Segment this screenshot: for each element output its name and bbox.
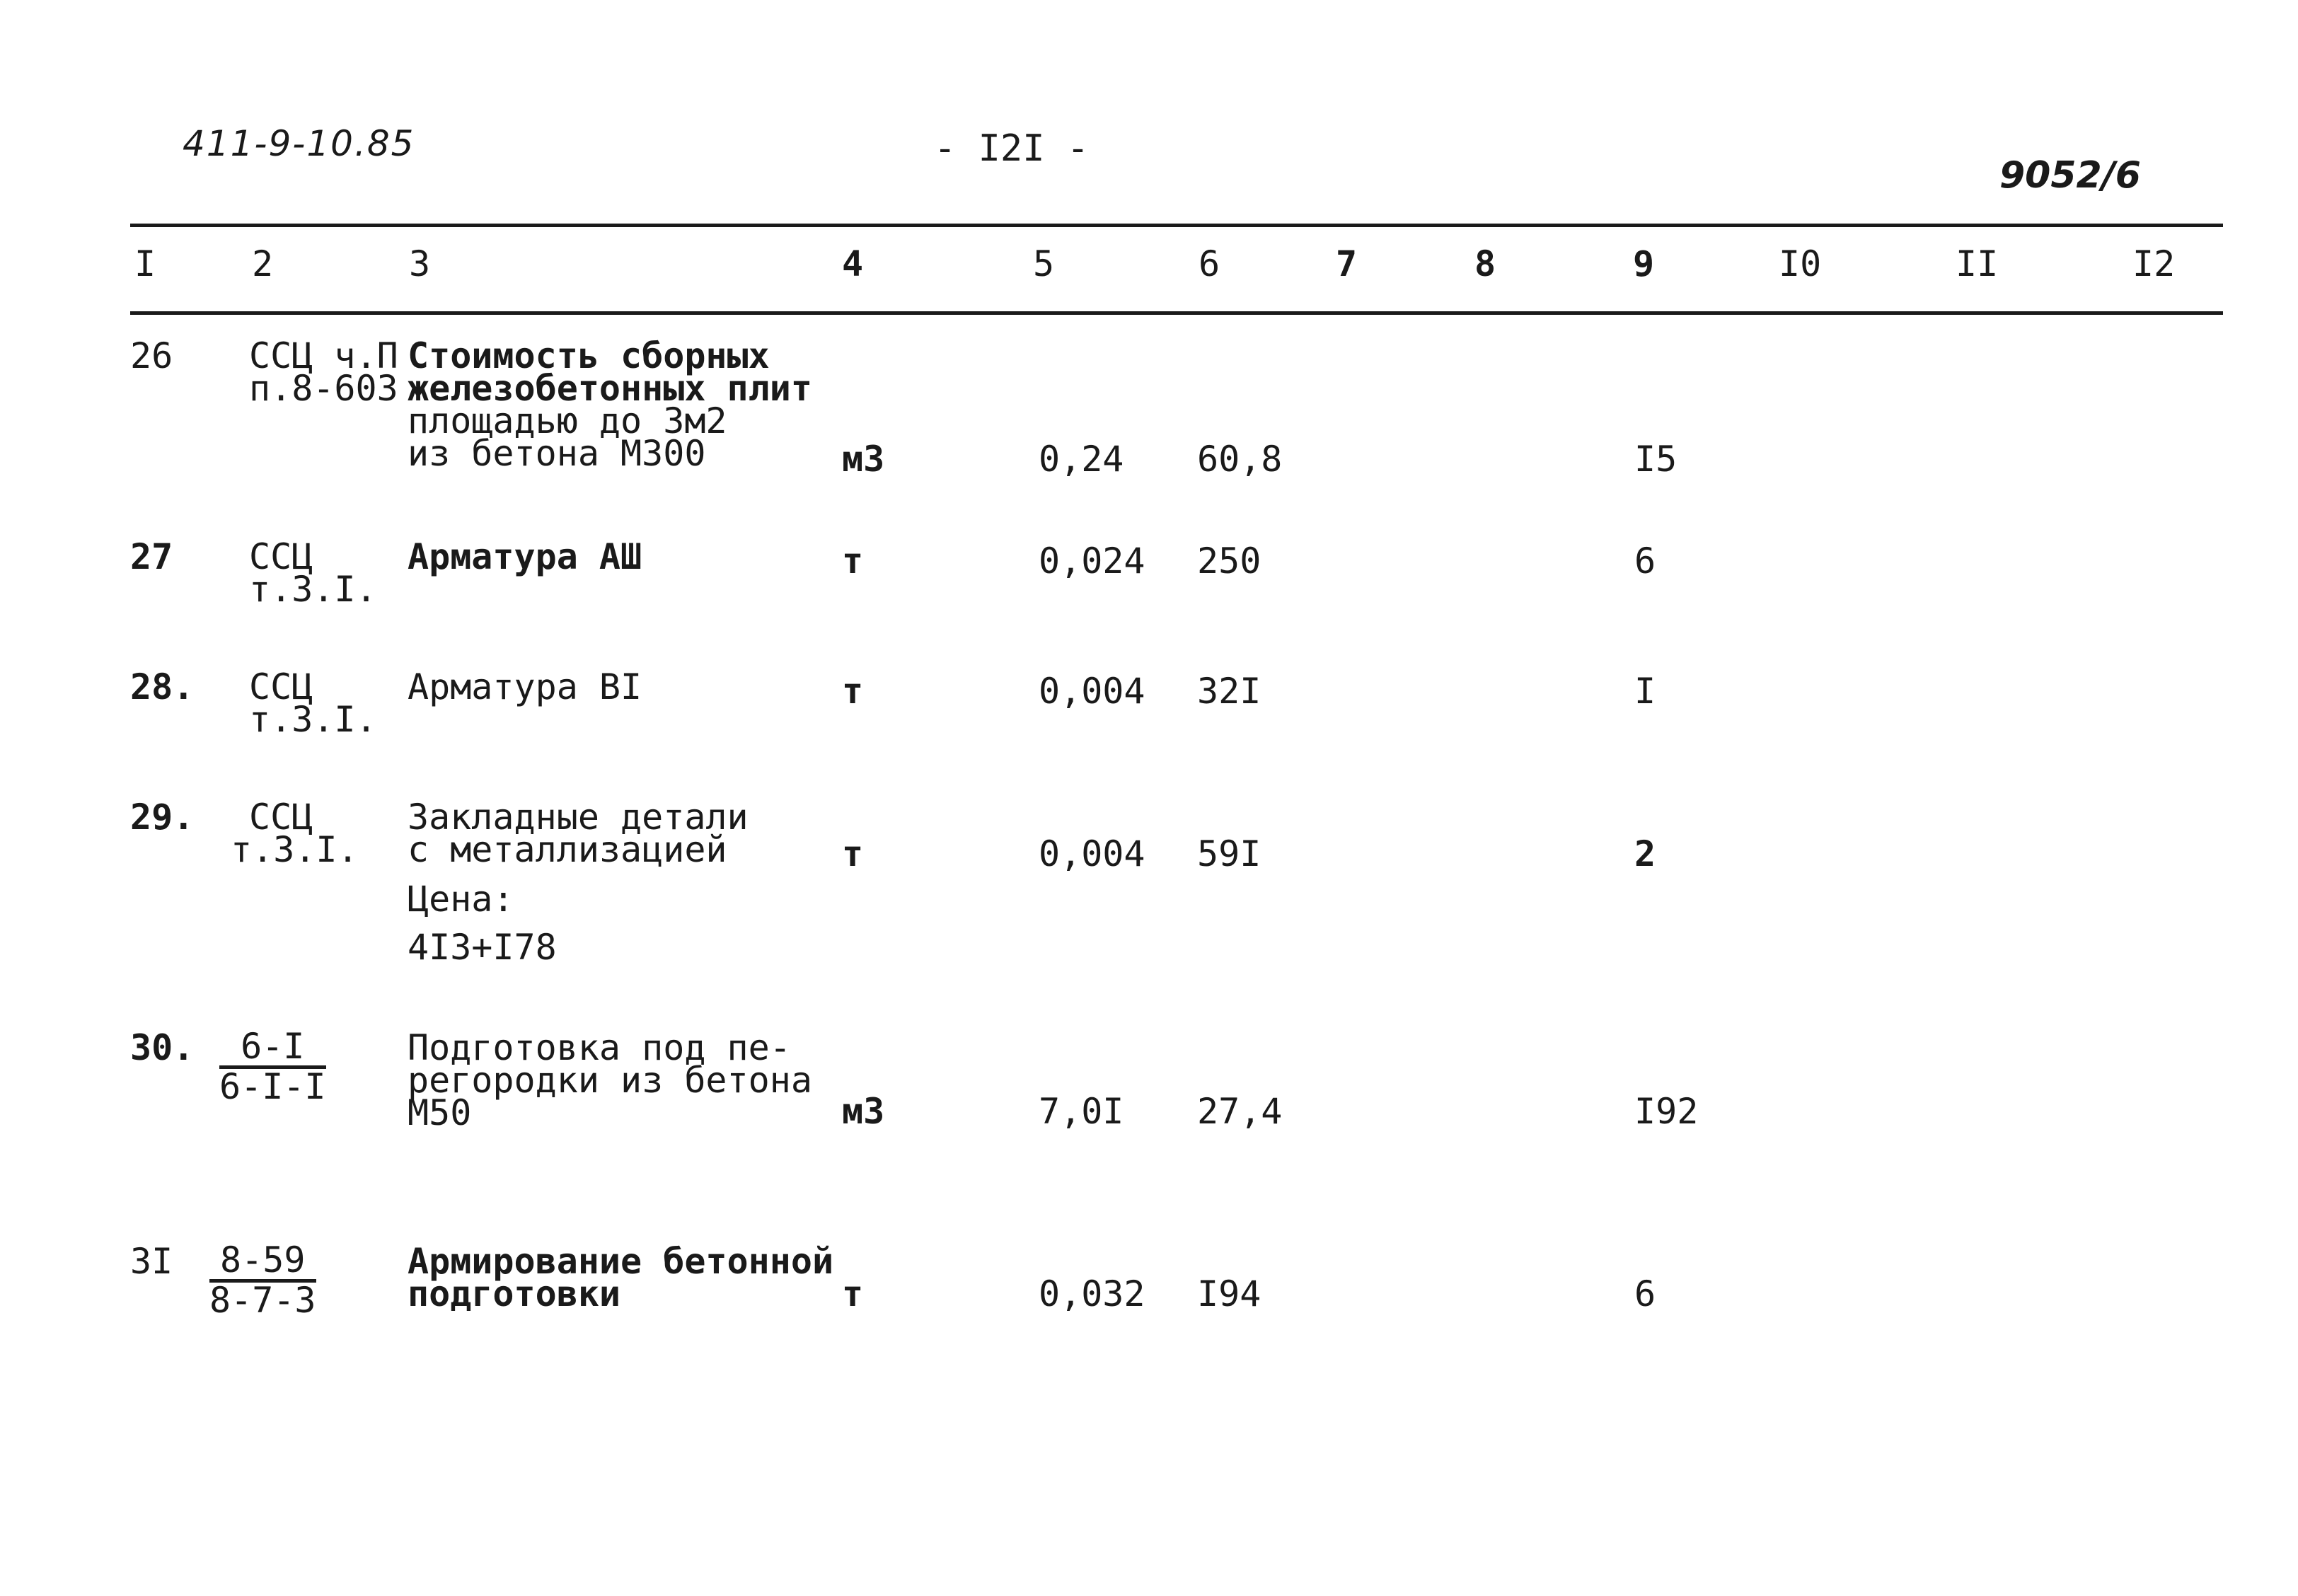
description-line: Арматура АШ (408, 536, 642, 577)
reference-line: п.8-603 (249, 368, 398, 409)
total-cost: 6 (1634, 540, 1656, 582)
unit-price: 59I (1197, 833, 1261, 874)
reference-fraction (219, 1026, 326, 1107)
reference-denominator: 6-I-I (219, 1066, 326, 1107)
column-header-2: 2 (252, 243, 274, 284)
quantity: 0,004 (1039, 833, 1145, 874)
description-line: Закладные детали (408, 797, 749, 838)
total-cost: I92 (1634, 1091, 1699, 1132)
description-line: железобетонных плит (408, 368, 812, 409)
row-number: 30. (130, 1027, 195, 1068)
reference-denominator: 8-7-3 (209, 1280, 316, 1321)
column-header-5: 5 (1033, 243, 1055, 284)
row-number: 3I (130, 1241, 173, 1282)
row-number: 28. (130, 666, 195, 707)
row-number: 26 (130, 335, 173, 376)
reference-line: т.3.I. (231, 829, 359, 870)
unit-price: I94 (1197, 1273, 1261, 1314)
reference-line: ССЦ (249, 666, 313, 707)
unit: т (842, 833, 864, 874)
reference-line: ССЦ ч.П (249, 335, 398, 376)
reference-line: ССЦ (249, 797, 313, 838)
quantity: 0,024 (1039, 540, 1145, 582)
total-cost: 6 (1634, 1273, 1656, 1314)
price-formula: 4I3+I78 (408, 927, 557, 968)
column-header-6: 6 (1199, 243, 1220, 284)
column-header-12: I2 (2132, 243, 2176, 284)
column-header-9: 9 (1633, 243, 1655, 284)
unit-price: 60,8 (1197, 439, 1283, 480)
unit: т (842, 671, 864, 712)
description-line: площадью до 3м2 (408, 400, 727, 441)
unit: м3 (842, 1091, 885, 1132)
quantity: 0,24 (1039, 439, 1124, 480)
description-line: подготовки (408, 1273, 621, 1314)
unit-price: 32I (1197, 671, 1261, 712)
description-line: с металлизацией (408, 829, 727, 870)
quantity: 0,004 (1039, 671, 1145, 712)
description-line: Стоимость сборных (408, 335, 770, 376)
price-label: Цена: (408, 879, 514, 920)
description-line: регородки из бетона (408, 1060, 812, 1101)
table-top-rule (130, 224, 2223, 227)
description-line: Арматура ВI (408, 666, 642, 707)
reference-numerator: 6-I (219, 1029, 326, 1069)
reference-fraction (209, 1239, 316, 1321)
unit: т (842, 540, 864, 582)
unit-price: 250 (1197, 540, 1261, 582)
column-header-8: 8 (1474, 243, 1496, 284)
total-cost: I5 (1634, 439, 1678, 480)
reference-line: т.3.I. (249, 699, 377, 740)
description-line: Армирование бетонной (408, 1241, 834, 1282)
reference-line: ССЦ (249, 536, 313, 577)
document-code: 411-9-10.85 (183, 123, 415, 164)
page-number: - I2I - (934, 127, 1090, 170)
total-cost: 2 (1634, 833, 1656, 874)
total-cost: I (1634, 671, 1656, 712)
description-line: М50 (408, 1092, 472, 1133)
unit-price: 27,4 (1197, 1091, 1283, 1132)
column-header-3: 3 (409, 243, 431, 284)
quantity: 7,0I (1039, 1091, 1124, 1132)
reference-line: т.3.I. (249, 569, 377, 610)
column-header-11: II (1956, 243, 1999, 284)
description-line: из бетона М300 (408, 433, 706, 474)
column-header-10: I0 (1779, 243, 1822, 284)
unit: м3 (842, 439, 885, 480)
quantity: 0,032 (1039, 1273, 1145, 1314)
unit: т (842, 1273, 864, 1314)
archive-code: 9052/6 (1999, 154, 2141, 197)
column-header-4: 4 (842, 243, 864, 284)
column-header-7: 7 (1336, 243, 1358, 284)
reference-numerator: 8-59 (209, 1242, 316, 1283)
row-number: 27 (130, 536, 173, 577)
row-number: 29. (130, 797, 195, 838)
column-header-1: I (134, 243, 156, 284)
description-line: Подготовка под пе- (408, 1027, 791, 1068)
table-header-rule (130, 311, 2223, 315)
